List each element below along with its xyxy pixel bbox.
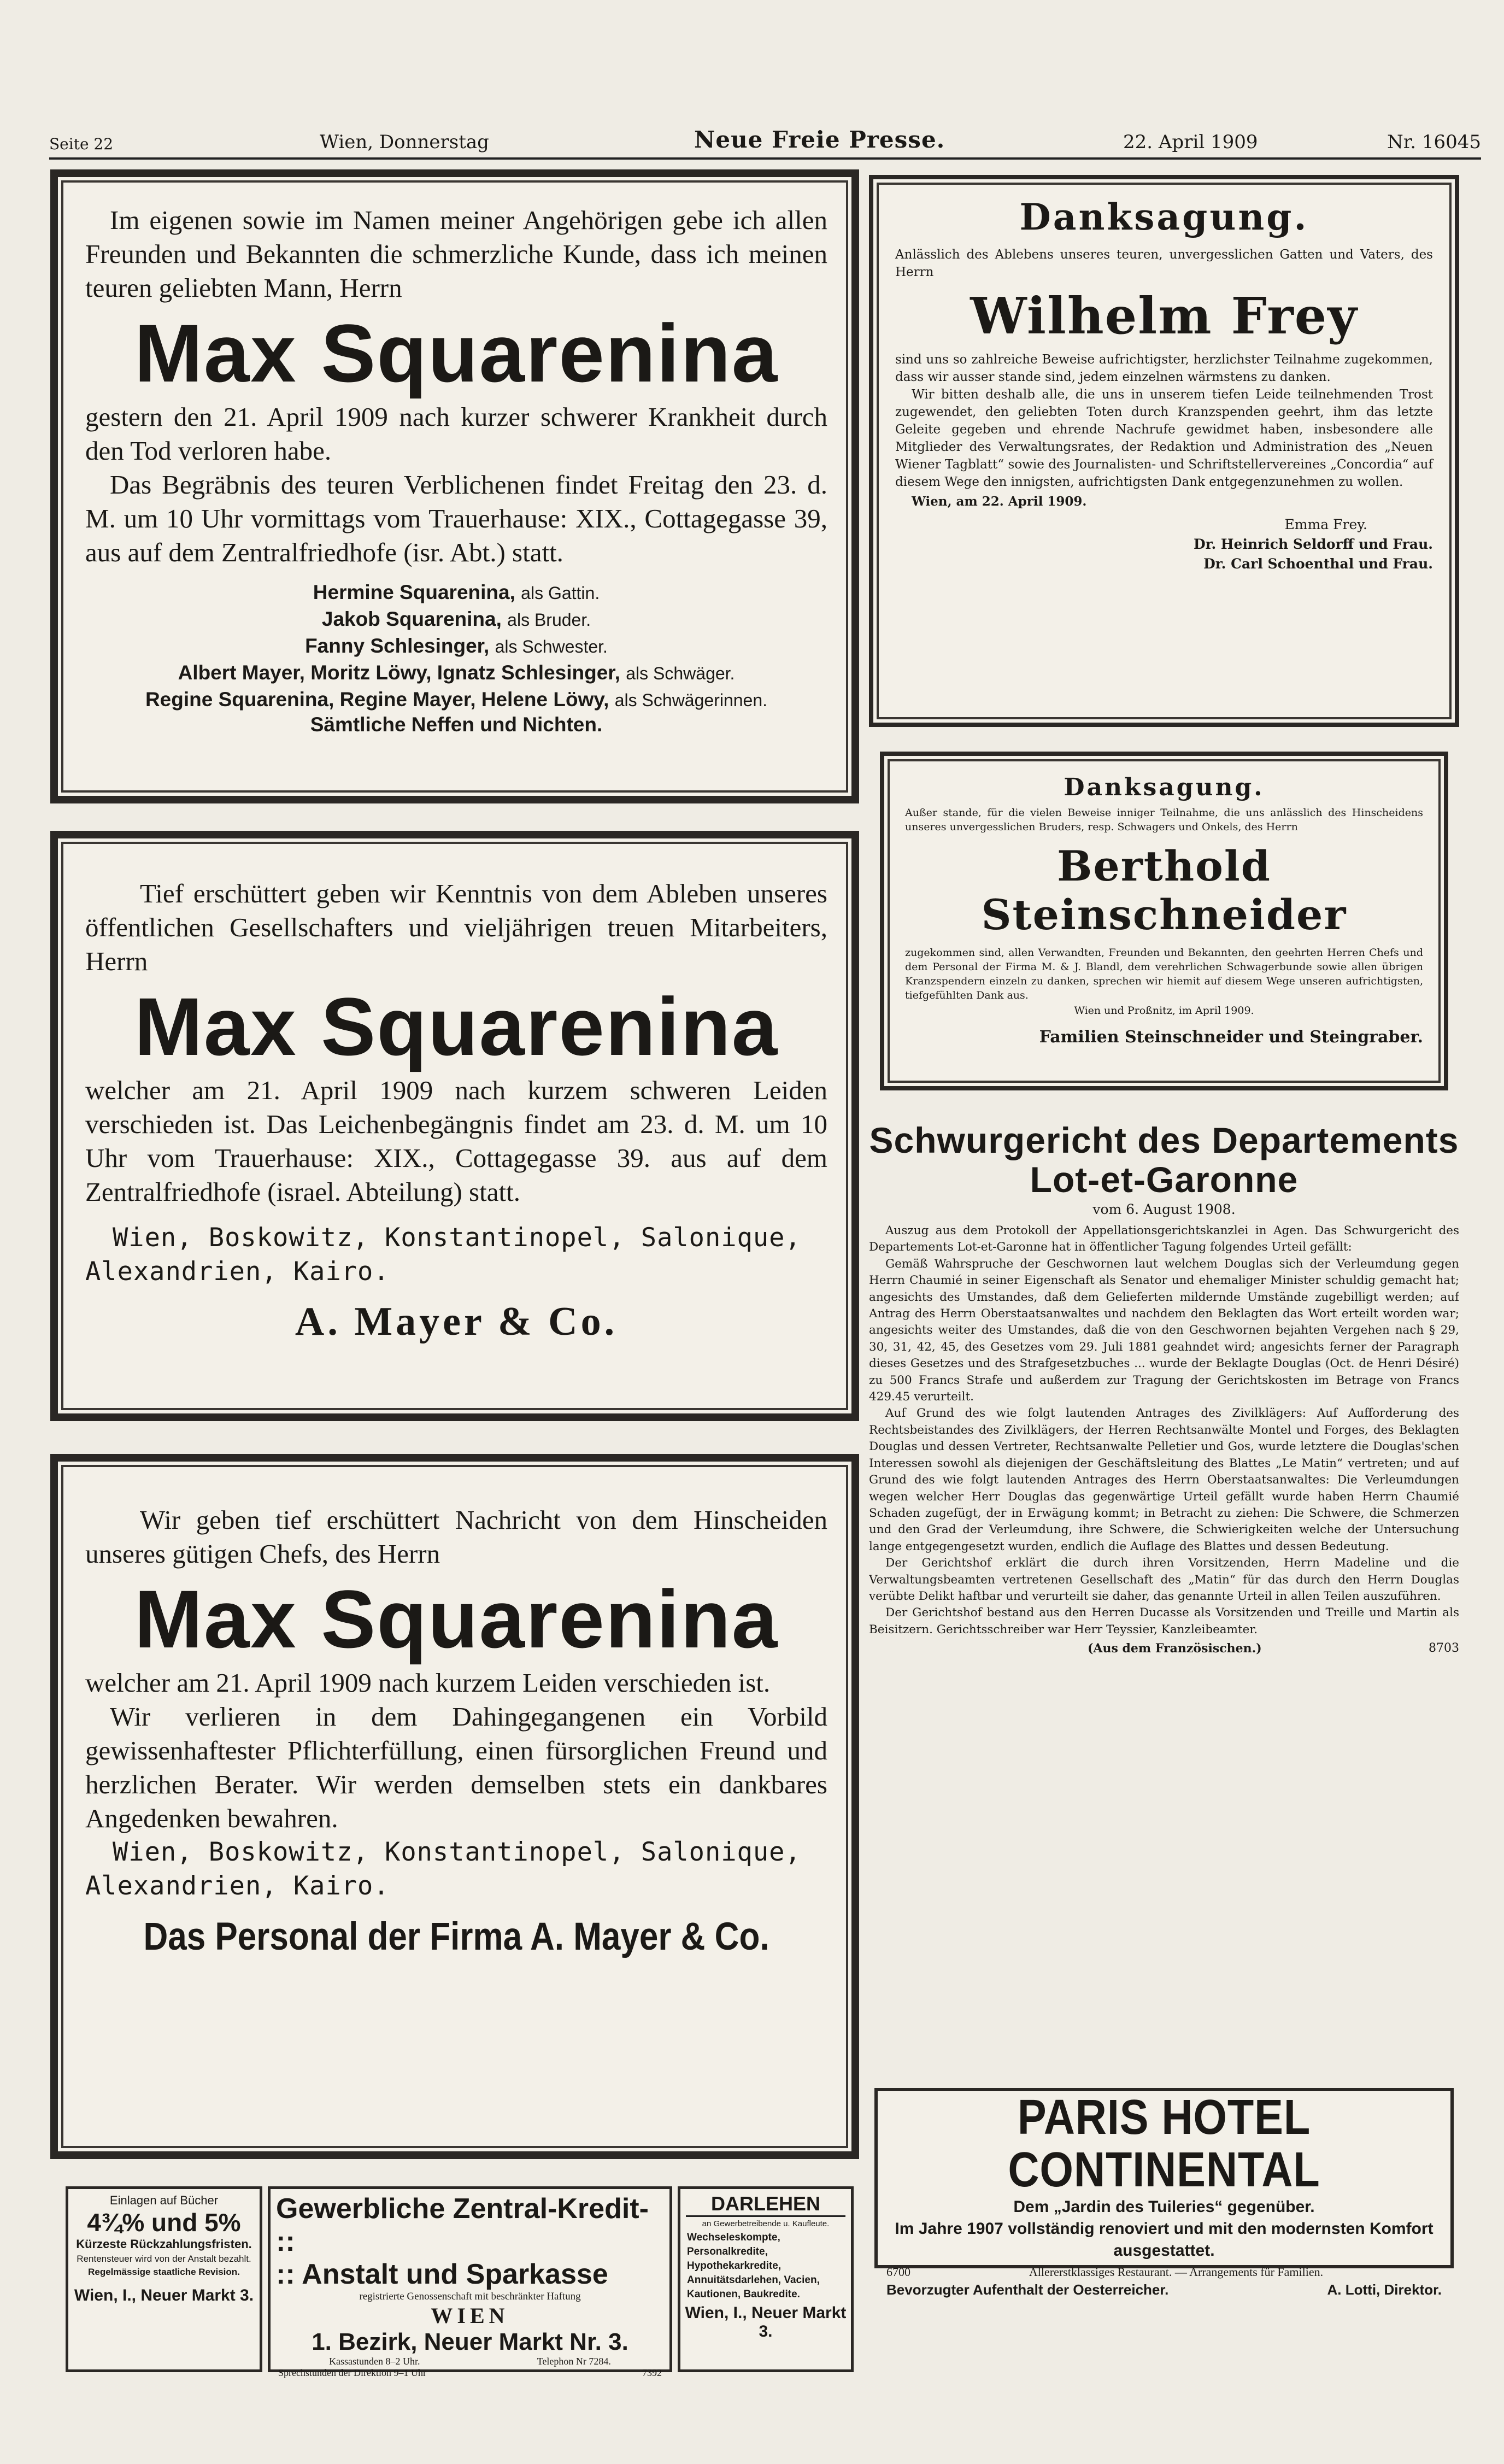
notice-3-staff-signature: Das Personal der Firma A. Mayer & Co.	[143, 1915, 769, 1959]
notice-3-intro: Wir geben tief erschüttert Nachricht von dem Hinscheiden unseres gütigen Chefs, des Herrn	[85, 1505, 827, 1569]
court-paragraph: Der Gerichtshof bestand aus den Herren Ducasse als Vorsitzenden und Treille und Martin als Beisitzern. Gerichtsschreiber war Herr Teyssier, Kanzleibeamter.	[869, 1606, 1459, 1636]
notice-2-firm: A. Mayer & Co.	[295, 1299, 618, 1344]
signer-line: Dr. Carl Schoenthal und Frau.	[1203, 556, 1433, 572]
ad-center-address: 1. Bezirk, Neuer Markt Nr. 3.	[312, 2328, 628, 2355]
thanks-2-deceased-name: Berthold Steinschneider	[981, 842, 1347, 939]
ad-center-line1: Gewerbliche Zentral-Kredit- ::	[276, 2193, 649, 2257]
court-paragraph: Auf Grund des wie folgt lautenden Antrages des Zivilklägers: Auf Aufforderung des Rechtsbeistandes des Zivilklägers, der Herren Rechtsanwälte Montel und Forges, des Beklagten Douglas und dessen Vertreter, Rechtsanwalte Pelletier und Gos, wurde letztere die Douglas'schen Interessen sowohl als diejenigen der Geschäftsleitung des Blattes „Le Matin“ vertreten; und auf Grund des wie folgt lautenden Antrages des Herrn Oberstaatsanwaltes: Die Verleumdungen wegen welcher Herr Douglas das gegenwärtige Urteil gefällt wurde haben Herrn Chaumié Schaden zugefügt, der in Erwägung kommt; in Betracht zu ziehen: Die Schwere, die Schmerzen und den Grad der Verleumdung, ihre Schwere, die Schwierigkeiten welche der Untersuchung lange entgegengesetzt wurden, endlich die Auflage des Blattes und dessen Bedeutung.	[869, 1406, 1459, 1553]
ad-hotel-continental	[874, 2088, 1454, 2298]
notice-3-text	[85, 1666, 827, 1835]
notice-3-locations: Wien, Boskowitz, Konstantinopel, Salonique, Alexandrien, Kairo.	[85, 1837, 801, 1901]
ad-left-line4: Rentensteuer wird von der Anstalt bezahlt.	[77, 2254, 251, 2264]
notice-1-deceased-name: Max Squarenina	[134, 307, 779, 399]
notice-2-deceased-name: Max Squarenina	[134, 981, 779, 1072]
court-paragraph: Gemäß Wahrspruche der Geschwornen laut welchem Douglas sich der Verleumdung gegen Herrn Chaumié in seiner Eigenschaft als Senator und ehemaliger Minister schuldig gemacht hat; angesichts des Umstandes, daß dem Gelieferten mildernde Umstände zugebilligt werden; auf Antrag des Herrn Oberstaatsanwaltes und nachdem den Beklagten das Wort erteilt worden war; angesichts weiter des Umstandes, daß die von den Geschwornen bejahten Vergehen nach § 29, 30, 31, 42, 45, des Gesetzes vom 29. Juli 1881 geahndet wird; angesichts ferner der Paragraph dieses Gesetzes und des Strafgesetzbuches ... wurde der Beklagte Douglas (Oct. de Henri Désiré) zu 500 Francs Strafe und außerdem zur Tragung der Gerichtskosten im Betrage von Francs 429.45 verurteilt.	[869, 1257, 1459, 1404]
notice-1-text	[85, 400, 827, 570]
hotel-owner: A. Lotti, Direktor.	[1327, 2281, 1442, 2298]
thanks-2-dateline: Wien und Proßnitz, im April 1909.	[1074, 1005, 1254, 1017]
ad-right-line1: an Gewerbetreibende u. Kaufleute.	[702, 2219, 830, 2228]
notice-3-deceased-name: Max Squarenina	[134, 1573, 779, 1665]
ad-right-address: Wien, I., Neuer Markt 3.	[685, 2304, 847, 2340]
hotel-line-2: Im Jahre 1907 vollständig renoviert und mit den modernsten Komfort ausgestattet.	[895, 2220, 1434, 2260]
ad-center-line2: :: Anstalt und Sparkasse	[276, 2258, 608, 2290]
ad-left-line5: Regelmässige staatliche Revision.	[88, 2267, 240, 2277]
notice-2-text: welcher am 21. April 1909 nach kurzem schweren Leiden verschieden ist. Das Leichenbegängnis findet am 23. d. M. um 10 Uhr vom Trauerhause: XIX., Cottagegasse 39. aus auf dem Zentralfriedhofe (israel. Abteilung) statt.	[85, 1075, 827, 1207]
thanks-notice-steinschneider	[880, 752, 1448, 1090]
newspaper-title: Neue Freie Presse.	[694, 126, 945, 153]
ad-savings-deposits	[66, 2186, 262, 2372]
court-title-line-2: Lot-et-Garonne	[1030, 1159, 1299, 1200]
thanks-2-title: Danksagung.	[1064, 773, 1265, 801]
thanks-1-deceased-name: Wilhelm Frey	[970, 286, 1358, 345]
notice-3-text-2: Wir verlieren in dem Dahingegangenen ein Vorbild gewissenhaftester Pflichterfüllung, einen fürsorglichen Freund und herzlichen Berater. Wir werden demselben stets ein dankbares Angedenken bewahren.	[85, 1702, 827, 1833]
ad-right-services: Wechseleskompte, Personalkredite, Hypothekarkredite, Annuitätsdarlehen, Vacien, Kautionen, Baukredite.	[687, 2232, 820, 2300]
thanks-notice-frey	[869, 175, 1459, 727]
notice-2-intro: Tief erschüttert geben wir Kenntnis von dem Ableben unseres öffentlichen Gesellschafters und vieljährigen treuen Mitarbeiters, Herrn	[85, 878, 827, 976]
court-source: (Aus dem Französischen.)	[1088, 1641, 1262, 1656]
court-paragraph: Auszug aus dem Protokoll der Appellationsgerichtskanzlei in Agen. Das Schwurgericht des Departements Lot-et-Garonne hat in öffentlicher Tagung folgendes Urteil gefällt:	[869, 1224, 1459, 1254]
court-body	[869, 1223, 1459, 1638]
thanks-1-text-1: sind uns so zahlreiche Beweise aufrichtigster, herzlichster Teilnahme zugekommen, dass wir ausser stande sind, jedem einzelnen wärmstens zu danken.	[895, 353, 1433, 384]
obituary-notice-3	[50, 1454, 859, 2159]
thanks-1-dateline: Wien, am 22. April 1909.	[912, 494, 1087, 509]
notice-1-text-2: Das Begräbnis des teuren Verblichenen findet Freitag den 23. d. M. um 10 Uhr vormittags vom Trauerhause: XIX., Cottagegasse 39, aus auf dem Zentralfriedhofe (isr. Abt.) statt.	[85, 470, 827, 567]
ad-center-hours: Kassastunden 8–2 Uhr.	[329, 2356, 420, 2367]
notice-1-signers	[85, 579, 827, 736]
thanks-2-signers: Familien Steinschneider und Steingraber.	[1039, 1028, 1423, 1047]
ad-left-line1: Einlagen auf Bücher	[109, 2193, 219, 2207]
notice-2-locations: Wien, Boskowitz, Konstantinopel, Salonique, Alexandrien, Kairo.	[85, 1223, 801, 1287]
obituary-notice-2	[50, 831, 859, 1421]
signer-line: Jakob Squarenina, als Bruder.	[321, 608, 591, 630]
court-paragraph: Der Gerichtshof erklärt die durch ihren Vorsitzenden, Herrn Madeline und die Verwaltungsbeamten vertretenen Gesellschaft des „Matin“ für das durch den Herrn Douglas verübte Delikt haftbar und verurteilt sie daher, das genannte Urteil in allen Teilen auszuführen.	[869, 1556, 1459, 1603]
notice-1-intro: Im eigenen sowie im Namen meiner Angehörigen gebe ich allen Freunden und Bekannten die schmerzliche Kunde, dass ich meinen teuren geliebten Mann, Herrn	[85, 205, 827, 303]
thanks-2-intro: Außer stande, für die vielen Beweise inniger Teilnahme, die uns anlässlich des Hinscheidens unseres unvergesslichen Bruders, resp. Schwagers und Onkels, des Herrn	[905, 807, 1423, 833]
notice-1-text-1: gestern den 21. April 1909 nach kurzer schwerer Krankheit durch den Tod verloren habe.	[85, 402, 827, 466]
notice-3-text-1: welcher am 21. April 1909 nach kurzem Leiden verschieden ist.	[85, 1668, 771, 1698]
hotel-ref: 6700	[886, 2265, 910, 2279]
signer-line: Dr. Heinrich Seldorff und Frau.	[1193, 536, 1433, 552]
signer-line: Hermine Squarenina, als Gattin.	[313, 581, 600, 603]
signer-line: Fanny Schlesinger, als Schwester.	[305, 635, 608, 657]
dateline-place: Wien, Donnerstag	[320, 131, 489, 153]
obituary-notice-1	[50, 169, 859, 803]
hotel-line-1: Dem „Jardin des Tuileries“ gegenüber.	[1013, 2198, 1315, 2216]
ad-center-office-hours: Sprechstunden der Direktion 9–1 Uhr	[278, 2367, 426, 2378]
thanks-1-signers	[895, 515, 1433, 574]
signer-line: Albert Mayer, Moritz Löwy, Ignatz Schlesinger, als Schwäger.	[178, 661, 735, 684]
thanks-1-title: Danksagung.	[1019, 196, 1309, 238]
ad-right-title: DARLEHEN	[686, 2192, 845, 2217]
court-verdict-notice	[869, 1120, 1459, 2072]
page-number: Seite 22	[49, 135, 114, 153]
issue-date: 22. April 1909	[1123, 131, 1258, 153]
hotel-line-4: Bevorzugter Aufenthalt der Oesterreicher.	[886, 2281, 1169, 2298]
thanks-1-intro: Anlässlich des Ablebens unseres teuren, unvergesslichen Gatten und Vaters, des Herrn	[895, 248, 1433, 279]
ad-left-address: Wien, I., Neuer Markt 3.	[74, 2286, 254, 2304]
thanks-1-text-2: Wir bitten deshalb alle, die uns in unserem tiefen Leide teilnehmenden Trost zugewendet, den geliebten Toten durch Kranzspenden geehrt, ihm das letzte Geleite gegeben und ehrende Nachrufe gewidmet haben, insbesondere alle Mitglieder des Verwaltungsrates, der Redaktion und Administration des „Neuen Wiener Tagblatt“ sowie des Journalisten- und Schriftstellervereines „Concordia“ auf diesem Wege den innigsten, aufrichtigsten Dank entgegenzunehmen zu wollen.	[895, 388, 1433, 489]
signer-line: Regine Squarenina, Regine Mayer, Helene Löwy, als Schwägerinnen.	[145, 688, 768, 711]
hotel-title: PARIS HOTEL CONTINENTAL	[1008, 2090, 1320, 2197]
ad-center-line3: registrierte Genossenschaft mit beschränkter Haftung	[359, 2291, 581, 2302]
court-date: vom 6. August 1908.	[1092, 1201, 1236, 1217]
thanks-2-text: zugekommen sind, allen Verwandten, Freunden und Bekannten, den geehrten Herren Chefs und dem Personal der Firma M. & J. Blandl, dem verehrlichen Schwagerbunde sowie allen übrigen Kranzspendern einzeln zu danken, sprechen wir hiemit auf diesem Wege unseren aufrichtigsten, tiefgefühlten Dank aus.	[905, 947, 1423, 1001]
ad-center-ref: 7392	[642, 2367, 662, 2378]
page-header	[49, 125, 1481, 160]
issue-number: Nr. 16045	[1386, 131, 1481, 153]
signer-line: Emma Frey.	[1284, 517, 1367, 532]
court-ref: 8703	[1429, 1641, 1459, 1656]
ad-left-rates: 4¾% und 5%	[87, 2208, 241, 2237]
ad-center-telephone: Telephon Nr 7284.	[537, 2356, 611, 2367]
hotel-line-3: Allererstklassiges Restaurant. — Arrangements für Familien.	[1029, 2265, 1324, 2279]
ad-credit-institution	[268, 2186, 672, 2378]
court-title-line-1: Schwurgericht des Departements	[869, 1120, 1459, 1160]
ad-loans	[678, 2186, 854, 2372]
signer-last-line: Sämtliche Neffen und Nichten.	[310, 713, 603, 736]
ad-center-city: WIEN	[431, 2303, 509, 2328]
ad-left-line3: Kürzeste Rückzahlungsfristen.	[76, 2237, 252, 2251]
